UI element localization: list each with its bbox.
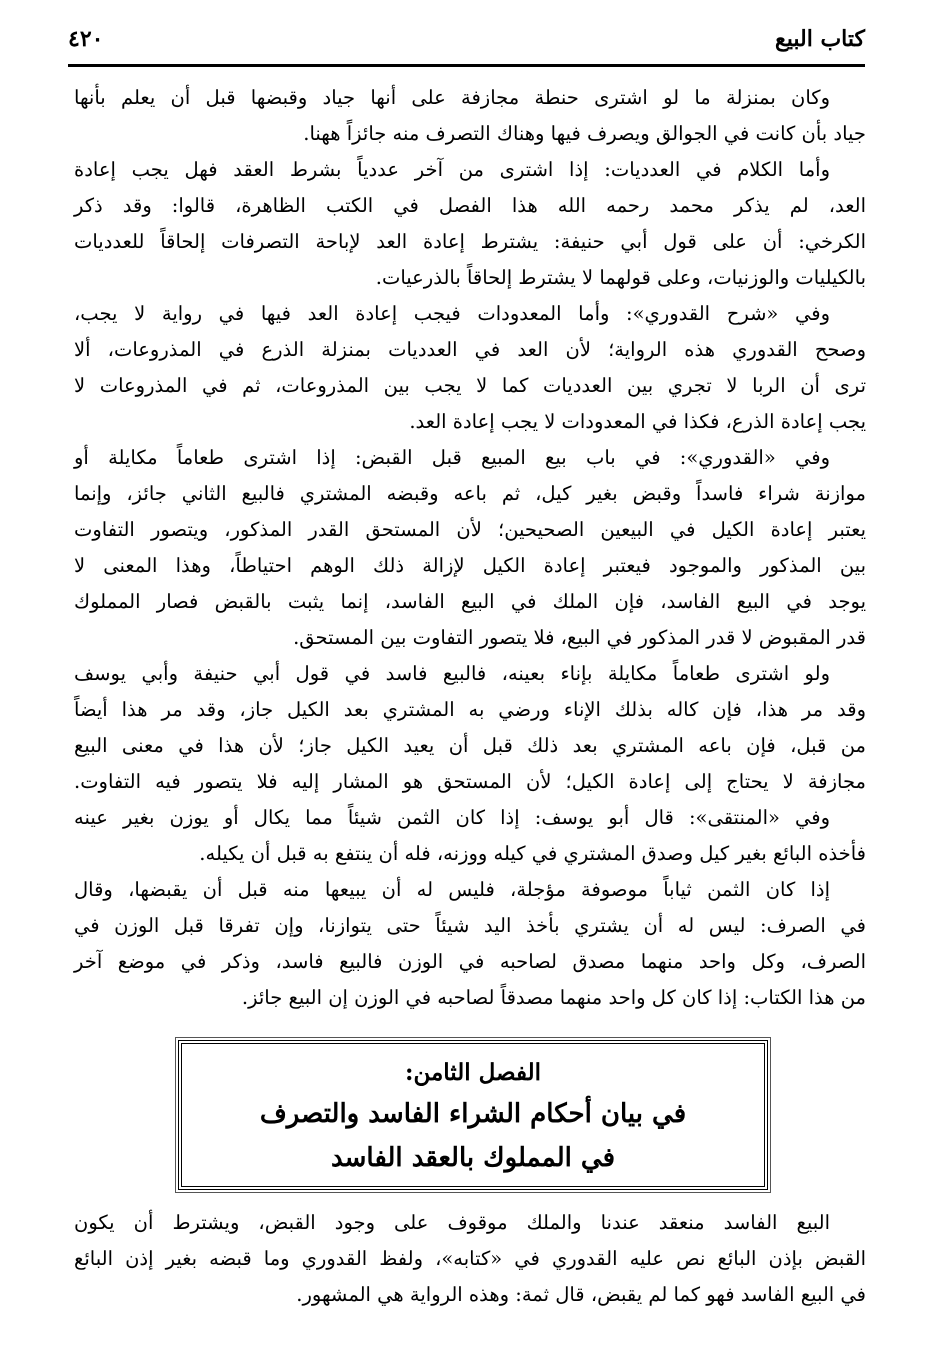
text-line: في الصرف: ليس له أن يشتري بأخذ اليد شيئاً حتى يتوازنا، وإن تفرقا قبل الوزن في (74, 914, 866, 937)
chapter-number: الفصل الثامن: (404, 1059, 542, 1086)
text-line: البيع الفاسد منعقد عندنا والملك موقوف على وجود القبض، ويشترط أن يكون (74, 1211, 830, 1234)
text-line: قدر المقبوض لا قدر المذكور في البيع، فلا يتصور التفاوت بين المستحق. (293, 626, 866, 649)
text-line: وصحح القدوري هذه الرواية؛ لأن العد في العدديات بمنزلة الذرع في المذروعات، ألا (74, 338, 866, 361)
text-line: وفي «شرح القدوري»: وأما المعدودات فيجب إعادة العد فيها في رواية لا يجب، (74, 302, 830, 325)
text-line: من هذا الكتاب: إذا كان كل واحد منهما مصدقاً لصاحبه في الوزن إن البيع جائز. (241, 986, 866, 1009)
body-text-upper (74, 80, 866, 1016)
text-line: القبض بإذن البائع نص عليه القدوري في «كتابه»، ولفظ القدوري وما قبضه بغير إذن البائع (74, 1247, 866, 1270)
running-title: كتاب البيع (775, 26, 865, 52)
page-number: ٤٢٠ (68, 26, 104, 52)
body-text-lower (74, 1205, 866, 1313)
text-line: ترى أن الربا لا تجري بين العدديات كما لا يجب بين المذروعات، ثم في المذروعات لا (74, 374, 866, 397)
chapter-title-line-1: في بيان أحكام الشراء الفاسد والتصرف (259, 1099, 687, 1129)
text-line: وفي «القدوري»: في باب بيع المبيع قبل القبض: إذا اشترى طعاماً مكايلة أو (74, 446, 830, 469)
text-line: مجازفة لا يحتاج إلى إعادة الكيل؛ لأن المستحق هو المشار إليه فلا يتصور فيه التفاوت. (74, 770, 866, 793)
text-line: في البيع الفاسد فهو كما لم يقبض، قال ثمة: وهذه الرواية هي المشهور. (296, 1283, 866, 1306)
text-line: وأما الكلام في العدديات: إذا اشترى من آخر عددياً بشرط العقد فهل يجب إعادة (74, 158, 830, 181)
text-line: يجب إعادة الذرع، فكذا في المعدودات لا يجب إعادة العد. (409, 410, 866, 433)
text-line: وكان بمنزلة ما لو اشترى حنطة مجازفة على أنها جياد وقبضها قبل أن يعلم بأنها (74, 86, 830, 109)
text-line: وفي «المنتقى»: قال أبو يوسف: إذا كان الثمن شيئاً مما يكال أو يوزن بغير عينه (74, 806, 830, 829)
text-line: ولو اشترى طعاماً مكايلة بإناء بعينه، فالبيع فاسد في قول أبي حنيفة وأبي يوسف (74, 662, 830, 685)
chapter-title-line-2: في المملوك بالعقد الفاسد (330, 1143, 615, 1173)
text-line: موازنة شراء فاسداً وقبض بغير كيل، ثم باعه وقبضه المشتري فالبيع الثاني جائز، وإنما (74, 482, 866, 505)
text-line: فأخذه البائع بغير كيل وصدق المشتري في كيله ووزنه، فله أن ينتفع به قبل أن يكيله. (199, 842, 866, 865)
text-line: العد، لم يذكر محمد رحمه الله هذا الفصل في الكتب الظاهرة، قالوا: وقد ذكر (74, 194, 866, 217)
text-line: الكرخي: أن على قول أبي حنيفة: يشترط إعادة العد لإباحة التصرفات إلحاقاً للعدديات (74, 230, 866, 253)
text-line: الصرف، وكل واحد منهما مصدق لصاحبه في الوزن فالبيع فاسد، وذكر في موضع آخر (74, 950, 866, 973)
page-header (68, 20, 865, 64)
text-line: بالكيليات والوزنيات، وعلى قولهما لا يشترط إلحاقاً بالذرعيات. (375, 266, 866, 289)
header-rule (68, 64, 865, 67)
text-line: يوجد في البيع الفاسد، فإن الملك في البيع الفاسد، إنما يثبت بالقبض فصار المملوك (74, 590, 866, 613)
chapter-heading-box (178, 1040, 768, 1190)
text-line: من قبل، فإن باعه المشتري بعد ذلك قبل أن يعيد الكيل جاز؛ لأن هذا في معنى البيع (74, 734, 866, 757)
text-line: إذا كان الثمن ثياباً موصوفة مؤجلة، فليس له أن يبيعها منه قبل أن يقبضها، وقال (74, 878, 830, 901)
text-line: بين المذكور والموجود فيعتبر إعادة الكيل لإزالة ذلك الوهم احتياطاً، وهذا المعنى لا (74, 554, 866, 577)
text-line: وقد مر هذا، فإن كاله بذلك الإناء ورضي به المشتري بعد الكيل جاز، وقد مر هذا أيضاً (74, 698, 866, 721)
text-line: يعتبر إعادة الكيل في البيعين الصحيحين؛ لأن المستحق القدر المذكور، ويتصور التفاوت (74, 518, 866, 541)
text-line: جياد بأن كانت في الجوالق ويصرف فيها وهناك التصرف منه جائزاً ههنا. (303, 122, 866, 145)
